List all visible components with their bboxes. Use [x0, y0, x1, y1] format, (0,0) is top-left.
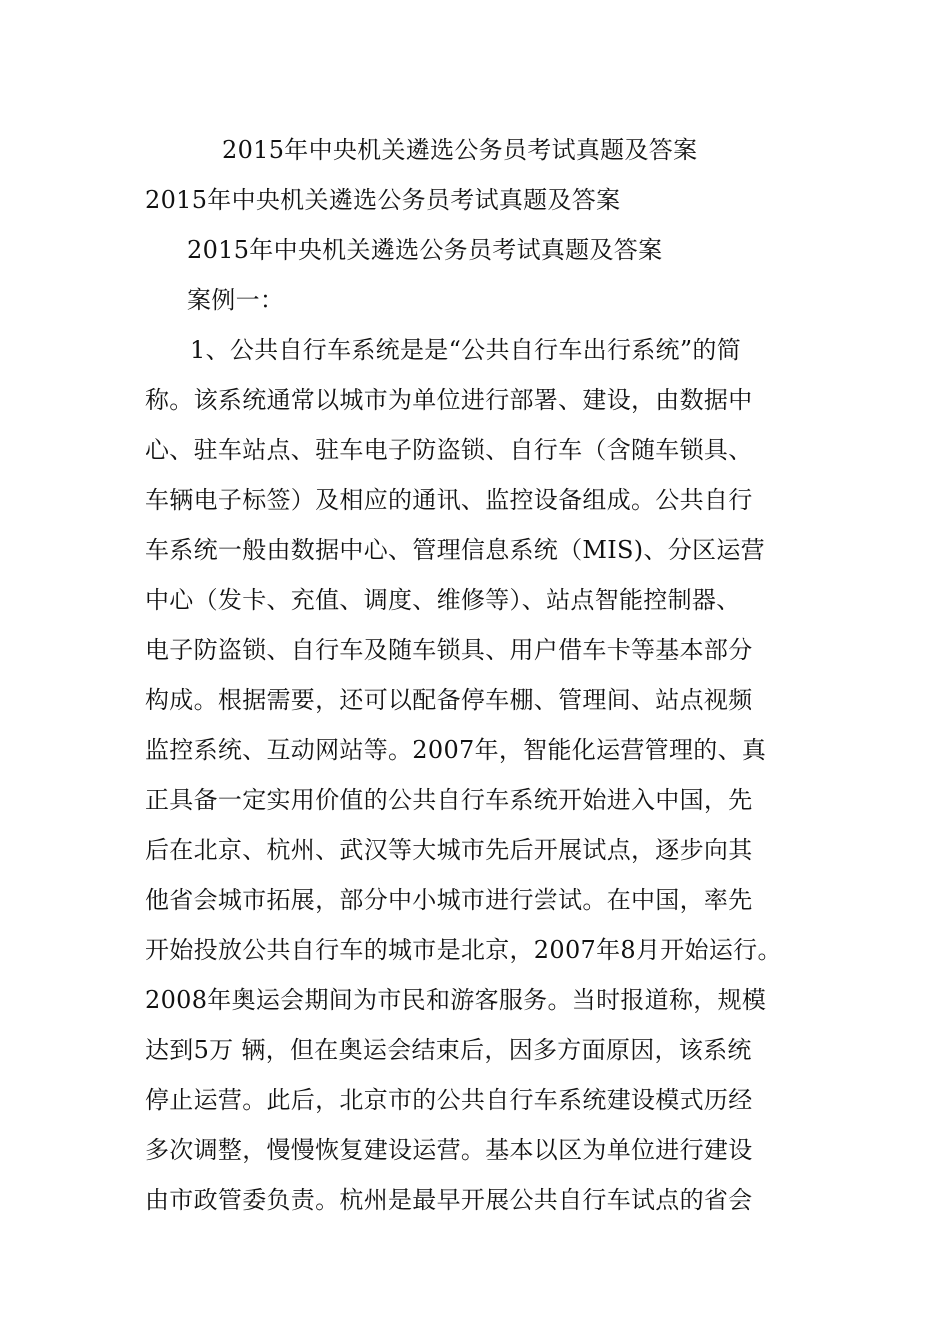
paragraph-line: 他省会城市拓展，部分中小城市进行尝试。在中国，率先: [145, 886, 753, 914]
paragraph-line: 车辆电子标签）及相应的通讯、监控设备组成。公共自行: [145, 486, 753, 514]
paragraph-line: 开始投放公共自行车的城市是北京，2007年8月开始运行。: [145, 936, 782, 964]
paragraph-line: 中心（发卡、充值、调度、维修等）、站点智能控制器、: [145, 586, 741, 614]
paragraph-line: 心、驻车站点、驻车电子防盗锁、自行车（含随车锁具、: [145, 436, 753, 464]
paragraph-line: 2008年奥运会期间为市民和游客服务。当时报道称，规模: [145, 986, 767, 1014]
paragraph-line: 达到5万 辆，但在奥运会结束后，因多方面原因，该系统: [145, 1036, 752, 1064]
paragraph-line: 后在北京、杭州、武汉等大城市先后开展试点，逐步向其: [145, 836, 753, 864]
paragraph-line: 多次调整，慢慢恢复建设运营。基本以区为单位进行建设: [145, 1136, 753, 1164]
paragraph-line: 车系统一般由数据中心、管理信息系统（MIS)、分区运营: [145, 536, 765, 564]
document-subtitle-indented: 2015年中央机关遴选公务员考试真题及答案: [187, 236, 663, 264]
paragraph-line: 由市政管委负责。杭州是最早开展公共自行车试点的省会: [145, 1186, 753, 1214]
paragraph-line: 正具备一定实用价值的公共自行车系统开始进入中国，先: [145, 786, 753, 814]
paragraph-line: 监控系统、互动网站等。2007年，智能化运营管理的、真: [145, 736, 767, 764]
paragraph-line: 称。该系统通常以城市为单位进行部署、建设，由数据中: [145, 386, 753, 414]
document-subtitle: 2015年中央机关遴选公务员考试真题及答案: [145, 186, 621, 214]
paragraph-line: 1、公共自行车系统是是“公共自行车出行系统”的简: [190, 336, 742, 364]
paragraph-line: 构成。根据需要，还可以配备停车棚、管理间、站点视频: [145, 686, 753, 714]
paragraph-line: 电子防盗锁、自行车及随车锁具、用户借车卡等基本部分: [145, 636, 753, 664]
paragraph-line: 停止运营。此后，北京市的公共自行车系统建设模式历经: [145, 1086, 753, 1114]
document-title: 2015年中央机关遴选公务员考试真题及答案: [222, 136, 698, 164]
case-heading: 案例一：: [187, 286, 285, 314]
